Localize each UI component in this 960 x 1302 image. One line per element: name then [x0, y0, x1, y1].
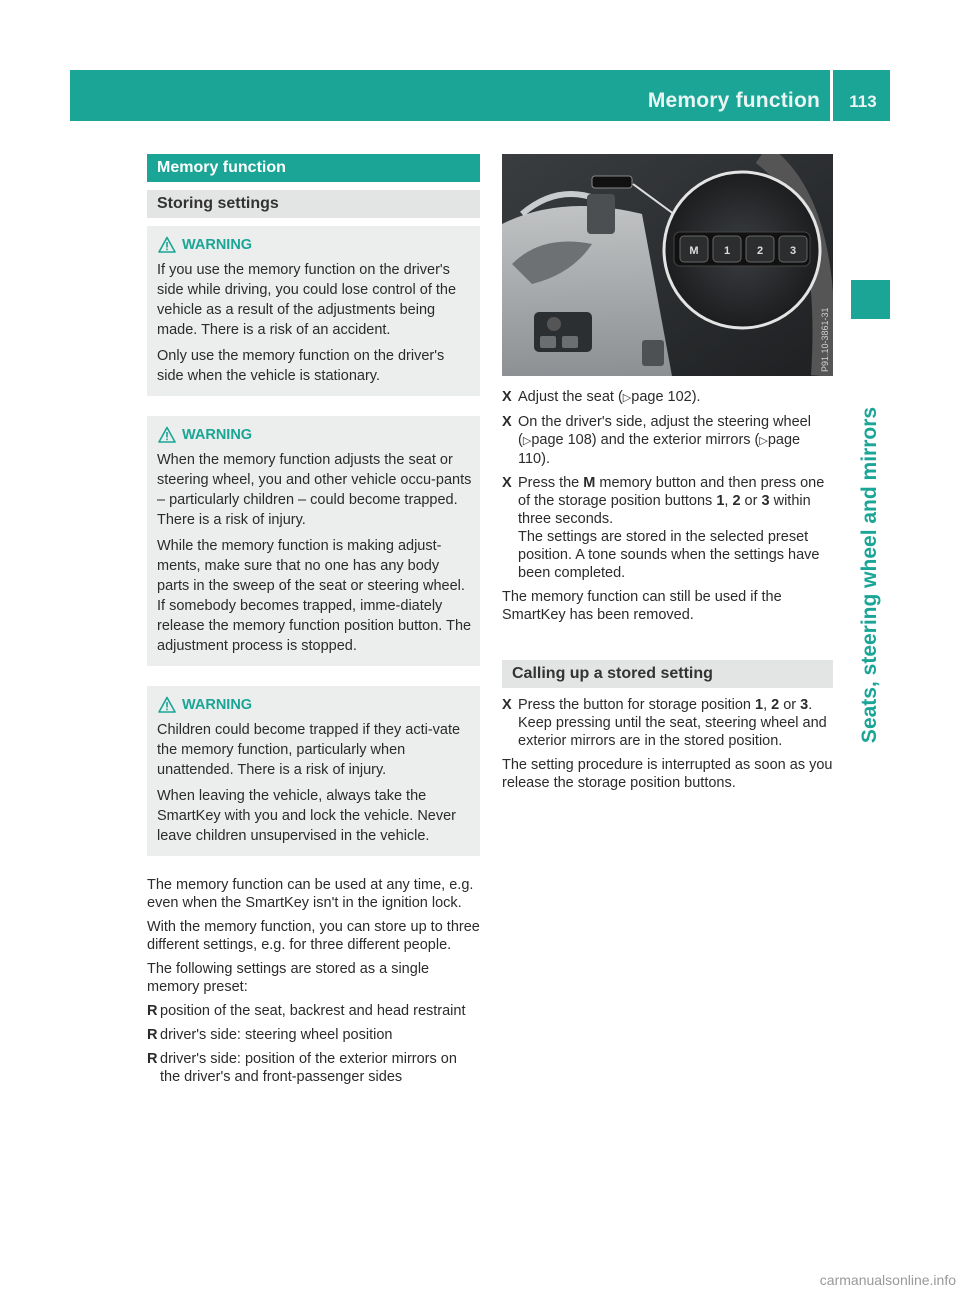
step-text: Press the M memory button and then press one of the storage position buttons 1, 2 or 3 within three seconds. The settings are stored in the selected preset position. A tone sounds when the settings have been completed.	[518, 475, 825, 581]
memory-button-2-label: 2	[756, 245, 764, 257]
left-column	[147, 154, 480, 1092]
step-text: Press the button for storage position 1, 2 or 3. Keep pressing until the seat, steering wheel and exterior mirrors are in the stored position.	[518, 697, 827, 749]
list-item-text: driver's side: position of the exterior mirrors on the driver's and front-passenger sides	[160, 1051, 457, 1085]
section-title: Memory function	[147, 154, 480, 182]
memory-button-3-label: 3	[789, 245, 797, 257]
body-paragraph: The following settings are stored as a single memory preset:	[147, 961, 430, 995]
warning-text: When leaving the vehicle, always take the SmartKey with you and lock the vehicle. Never leave children unsupervised in the vehicle.	[157, 788, 456, 844]
warning-heading	[157, 694, 472, 716]
warning-triangle-icon	[158, 426, 176, 444]
warning-box-2	[147, 416, 480, 666]
body-paragraph: With the memory function, you can store up to three different settings, e.g. for three different people.	[147, 919, 480, 953]
list-item	[147, 1026, 480, 1044]
list-item-text: position of the seat, backrest and head restraint	[160, 1003, 466, 1019]
warning-triangle-icon	[158, 696, 176, 714]
warning-title: WARNING	[182, 237, 253, 253]
body-paragraph: The setting procedure is interrupted as soon as you release the storage position buttons.	[502, 757, 833, 791]
page-ref-arrow-icon: ▷	[759, 435, 768, 447]
bullet-marker: R	[147, 1027, 158, 1043]
warning-text: Children could become trapped if they acti-vate the memory function, particularly when unattended. There is a risk of injury.	[157, 722, 461, 778]
bullet-marker: R	[147, 1051, 158, 1067]
instruction-step	[502, 474, 833, 582]
memory-button-m-label: M	[689, 245, 699, 257]
warning-text: If you use the memory function on the driver's side while driving, you could lose control of the vehicle as a result of the adjustments being made. There is a risk of an accident.	[157, 262, 457, 338]
bullet-marker: R	[147, 1003, 158, 1019]
watermark: carmanualsonline.info	[819, 1272, 956, 1288]
step-marker: X	[502, 697, 512, 713]
list-item	[147, 1002, 480, 1020]
body-paragraph: The memory function can still be used if the SmartKey has been removed.	[502, 589, 782, 623]
chapter-tab-marker	[851, 280, 890, 319]
memory-button-1-label: 1	[723, 245, 731, 257]
warning-title: WARNING	[182, 427, 253, 443]
page-ref-arrow-icon: ▷	[622, 392, 632, 404]
step-marker: X	[502, 475, 512, 491]
memory-buttons-illustration	[502, 154, 833, 376]
door-panel-photo	[502, 154, 833, 376]
step-text: On the driver's side, adjust the steering wheel (▷page 108) and the exterior mirrors (▷page 110).	[518, 414, 811, 467]
right-column	[502, 154, 833, 798]
subsection-title: Calling up a stored setting	[502, 660, 833, 688]
chapter-tab-label: Seats, steering wheel and mirrors	[858, 406, 881, 744]
warning-title: WARNING	[182, 697, 253, 713]
warning-text: While the memory function is making adjust-ments, make sure that no one has any body parts in the sweep of the seat or steering wheel. If somebody becomes trapped, imme-diately release the memory function position button. The adjustment process is stopped.	[157, 538, 472, 654]
page-number: 113	[849, 92, 877, 111]
warning-box-3	[147, 686, 480, 856]
calling-section	[502, 660, 833, 688]
warning-heading	[157, 234, 472, 256]
warning-heading	[157, 424, 472, 446]
header-divider	[830, 70, 833, 121]
instruction-step	[502, 413, 833, 468]
body-paragraph: The memory function can be used at any time, e.g. even when the SmartKey isn't in the ignition lock.	[147, 877, 474, 911]
page-header	[70, 70, 890, 121]
warning-triangle-icon	[158, 236, 176, 254]
warning-text: Only use the memory function on the driver's side when the vehicle is stationary.	[157, 348, 445, 384]
instruction-step	[502, 388, 833, 407]
step-text: Adjust the seat (▷page 102).	[518, 389, 701, 405]
subsection-title: Storing settings	[147, 190, 480, 218]
warning-text: When the memory function adjusts the seat or steering wheel, you and other vehicle occu-pants – particularly children – could become trapped. There is a risk of injury.	[157, 452, 472, 528]
photo-code: P91.10-3861-31	[820, 307, 830, 372]
list-item	[147, 1050, 480, 1086]
warning-box-1	[147, 226, 480, 396]
page-ref-arrow-icon: ▷	[522, 435, 532, 447]
step-marker: X	[502, 389, 512, 405]
instruction-step	[502, 696, 833, 750]
header-title: Memory function	[647, 89, 820, 112]
step-marker: X	[502, 414, 512, 430]
list-item-text: driver's side: steering wheel position	[160, 1027, 393, 1043]
